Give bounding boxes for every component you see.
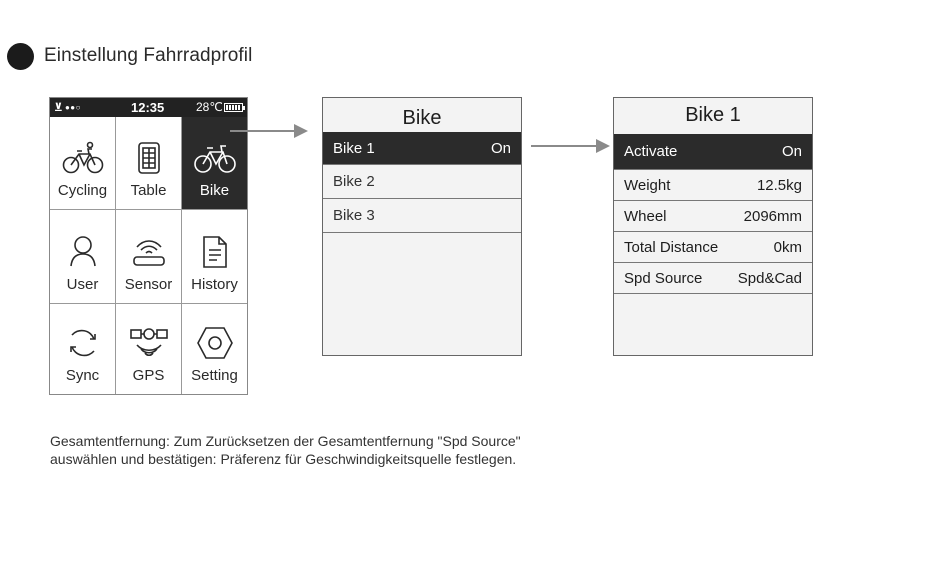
setting-label: Total Distance: [624, 238, 719, 256]
menu-tile-label: Cycling: [57, 182, 108, 199]
setting-value: 2096mm: [743, 207, 802, 225]
setting-label: Wheel: [624, 207, 667, 225]
list-item-bike-2[interactable]: [323, 165, 521, 199]
satellite-icon: [127, 323, 171, 363]
menu-tile-label: Sensor: [124, 276, 173, 293]
page-dots: ●●○: [64, 103, 81, 112]
menu-tile-sensor[interactable]: [116, 210, 182, 304]
flow-arrow: [531, 139, 610, 153]
device-main-menu: [49, 97, 248, 395]
menu-tile-history[interactable]: [182, 210, 247, 304]
setting-value: On: [781, 143, 802, 160]
menu-grid: [50, 117, 247, 394]
table-icon: [127, 138, 171, 178]
setting-row-wheel[interactable]: [614, 201, 812, 232]
menu-tile-label: GPS: [132, 367, 165, 384]
menu-tile-label: Sync: [65, 367, 100, 384]
menu-tile-label: Bike: [199, 182, 230, 199]
setting-value: 0km: [773, 238, 802, 256]
gps-signal-icon: ⊻: [54, 102, 63, 114]
menu-tile-user[interactable]: [50, 210, 116, 304]
bike-list-screen: [322, 97, 522, 356]
bike-detail-screen: [613, 97, 813, 356]
caption-line-1: Gesamtentfernung: Zum Zurücksetzen der Gesamtentfernung "Spd Source": [50, 433, 521, 449]
setting-row-weight[interactable]: [614, 170, 812, 201]
list-item-label: Bike 2: [333, 173, 375, 190]
setting-icon: [193, 323, 237, 363]
setting-row-spd-source[interactable]: [614, 263, 812, 294]
setting-row-total-distance[interactable]: [614, 232, 812, 263]
setting-value: Spd&Cad: [737, 269, 802, 287]
status-bar: [50, 98, 247, 117]
bicycle-icon: [193, 138, 237, 178]
menu-tile-label: Table: [130, 182, 167, 199]
caption-line-2: auswählen und bestätigen: Präferenz für Geschwindigkeitsquelle festlegen.: [50, 451, 517, 467]
list-item-label: Bike 1: [333, 139, 375, 157]
menu-tile-label: Setting: [191, 367, 238, 384]
menu-tile-setting[interactable]: [182, 304, 247, 394]
sensor-icon: [127, 232, 171, 272]
status-temperature: 28℃: [196, 100, 223, 114]
menu-tile-label: History: [191, 276, 238, 293]
history-icon: [193, 232, 237, 272]
sync-icon: [61, 323, 105, 363]
list-item-bike-3[interactable]: [323, 199, 521, 233]
setting-label: Weight: [624, 176, 671, 194]
menu-tile-table[interactable]: [116, 117, 182, 210]
setting-row-activate[interactable]: [614, 134, 812, 170]
menu-tile-label: User: [66, 276, 99, 293]
status-time: 12:35: [131, 100, 165, 115]
menu-tile-cycling[interactable]: [50, 117, 116, 210]
menu-tile-gps[interactable]: [116, 304, 182, 394]
list-item-label: Bike 3: [333, 207, 375, 224]
setting-value: 12.5kg: [756, 176, 802, 194]
setting-label: Activate: [624, 143, 678, 160]
bicycle-icon: [61, 138, 105, 178]
caption-text: [50, 432, 521, 468]
flow-arrow: [230, 124, 308, 138]
screen-title: Bike 1: [685, 104, 741, 126]
setting-label: Spd Source: [624, 269, 703, 287]
user-icon: [61, 232, 105, 272]
list-item-bike-1[interactable]: [323, 132, 521, 165]
menu-tile-sync[interactable]: [50, 304, 116, 394]
battery-icon: [224, 103, 243, 112]
bullet-dot: [7, 43, 34, 70]
list-item-value: On: [490, 139, 511, 157]
section-heading: [7, 42, 252, 70]
screen-title: Bike: [402, 107, 442, 129]
section-title: Einstellung Fahrradprofil: [44, 45, 253, 66]
